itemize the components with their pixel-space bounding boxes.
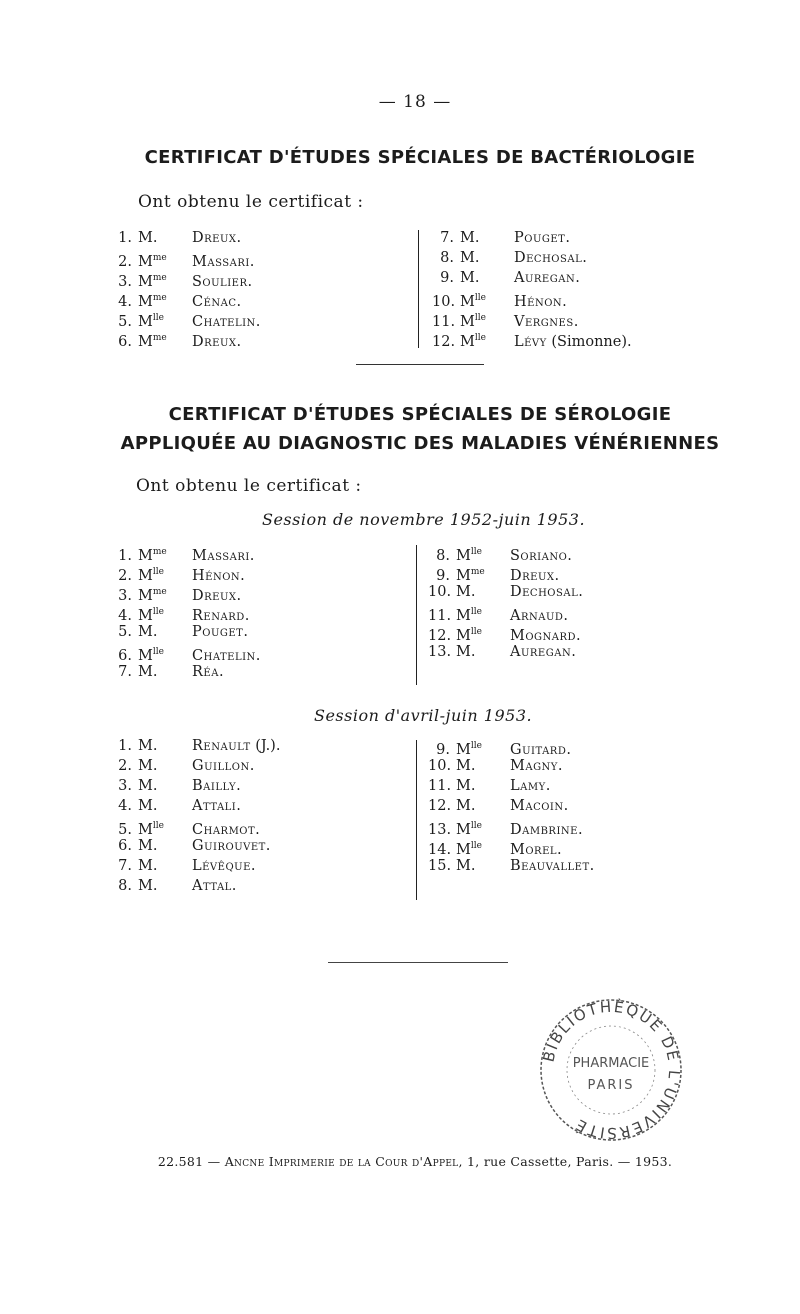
person-name: Dechosal. <box>514 250 588 266</box>
stamp-ring-text: BIBLIOTHÈQUE DE L'UNIVERSITÉ <box>539 997 684 1143</box>
session-label-apr: Session d'avril-juin 1953. <box>314 706 533 725</box>
person-name: Dambrine. <box>510 822 584 838</box>
item-number: 1. <box>118 738 132 754</box>
title-letter: M <box>138 588 153 604</box>
person-name: Guillon. <box>192 758 255 774</box>
item-number: 11. <box>428 778 452 794</box>
item-number: 15. <box>428 858 452 874</box>
list-item <box>428 542 583 562</box>
title-letter: M. <box>138 838 158 854</box>
list-item <box>432 268 632 288</box>
title-letter: M <box>138 608 153 624</box>
person-name: Chatelin. <box>192 314 261 330</box>
list-item <box>428 622 583 642</box>
title-suffix: lle <box>474 293 486 303</box>
title-letter: M <box>138 294 153 310</box>
column-divider <box>418 230 419 348</box>
serology-heading-line2: APPLIQUÉE AU DIAGNOSTIC DES MALADIES VÉNÉRIENNES <box>120 433 720 454</box>
item-number: 8. <box>118 878 132 894</box>
item-number: 2. <box>118 254 132 270</box>
stamp-paris: PARIS <box>587 1078 635 1093</box>
person-name: Guirouvet. <box>192 838 271 854</box>
list-item <box>110 268 261 288</box>
list-item <box>110 308 261 328</box>
title-suffix: lle <box>474 313 486 323</box>
title-letter: M. <box>138 878 158 894</box>
title-letter: M <box>138 648 153 664</box>
column-divider <box>416 740 417 900</box>
title-suffix: lle <box>470 627 482 637</box>
list-item <box>432 288 632 308</box>
title-letter: M <box>138 314 153 330</box>
list-item <box>428 856 595 876</box>
bacteriology-intro: Ont obtenu le certificat : <box>138 192 364 212</box>
item-title <box>450 582 510 602</box>
section-separator <box>356 364 484 365</box>
person-name: Chatelin. <box>192 648 261 664</box>
library-stamp <box>536 995 686 1145</box>
item-title <box>132 796 192 816</box>
item-number: 6. <box>118 648 132 664</box>
footer-printer: Ancne Imprimerie de la Cour d'Appel, <box>224 1154 463 1169</box>
bacteriology-heading: CERTIFICAT D'ÉTUDES SPÉCIALES DE BACTÉRIOLOGIE <box>144 147 696 168</box>
item-number: 12. <box>428 798 452 814</box>
list-item <box>110 582 261 602</box>
item-number: 9. <box>436 568 450 584</box>
title-suffix: lle <box>152 647 164 657</box>
title-letter: M. <box>456 584 476 600</box>
item-title <box>450 756 510 776</box>
person-name: Magny. <box>510 758 564 774</box>
title-suffix: me <box>152 293 167 303</box>
stamp-pharmacie: PHARMACIE <box>572 1056 650 1071</box>
person-name: Bailly. <box>192 778 242 794</box>
title-letter: M. <box>460 250 480 266</box>
title-letter: M <box>456 628 471 644</box>
list-item <box>110 228 261 248</box>
person-name: Hénon. <box>514 294 568 310</box>
item-number: 7. <box>118 664 132 680</box>
person-name: Réa. <box>192 664 225 680</box>
item-number: 3. <box>118 588 132 604</box>
list-item <box>110 248 261 268</box>
list-item <box>110 856 280 876</box>
title-letter: M. <box>460 230 480 246</box>
item-title <box>132 228 192 248</box>
title-letter: M <box>456 568 471 584</box>
list-item <box>432 308 632 328</box>
title-suffix: lle <box>152 313 164 323</box>
person-name: Lévy <box>514 334 547 350</box>
title-suffix: lle <box>470 821 482 831</box>
title-letter: M. <box>456 858 476 874</box>
title-suffix: lle <box>470 547 482 557</box>
person-name: Morel. <box>510 842 563 858</box>
person-name: Guitard. <box>510 742 572 758</box>
list-item <box>432 328 632 348</box>
person-name: Renault <box>192 738 251 754</box>
title-letter: M. <box>138 230 158 246</box>
title-suffix: lle <box>152 567 164 577</box>
list-item <box>428 582 583 602</box>
item-number: 6. <box>118 334 132 350</box>
title-suffix: lle <box>152 607 164 617</box>
person-name: Hénon. <box>192 568 246 584</box>
list-item <box>428 836 595 856</box>
item-number: 8. <box>436 548 450 564</box>
list-item <box>428 756 595 776</box>
session-nov-list-right <box>428 542 583 662</box>
item-number: 2. <box>118 758 132 774</box>
item-number: 9. <box>436 742 450 758</box>
title-suffix: me <box>470 567 485 577</box>
item-number: 8. <box>440 250 454 266</box>
bacteriology-list-right <box>432 228 632 348</box>
person-name: Attali. <box>192 798 242 814</box>
item-title <box>450 776 510 796</box>
item-number: 11. <box>432 314 456 330</box>
item-title <box>450 856 510 876</box>
person-name: Charmot. <box>192 822 261 838</box>
person-name: Attal. <box>192 878 237 894</box>
list-item <box>428 816 595 836</box>
list-item <box>428 562 583 582</box>
item-title <box>132 328 192 352</box>
item-title <box>454 268 514 288</box>
serology-heading-line1: CERTIFICAT D'ÉTUDES SPÉCIALES DE SÉROLOGIE <box>168 404 672 425</box>
title-letter: M. <box>138 798 158 814</box>
title-letter: M <box>460 294 475 310</box>
person-name: Dreux. <box>192 230 242 246</box>
list-item <box>110 876 280 896</box>
item-number: 4. <box>118 294 132 310</box>
person-name: Dechosal. <box>510 584 584 600</box>
person-name: Massari. <box>192 254 255 270</box>
list-item <box>110 736 280 756</box>
item-title <box>132 622 192 642</box>
person-name: Renard. <box>192 608 250 624</box>
title-suffix: lle <box>470 741 482 751</box>
person-name: Auregan. <box>514 270 581 286</box>
item-number: 5. <box>118 314 132 330</box>
title-letter: M. <box>456 798 476 814</box>
person-name: Cénac. <box>192 294 242 310</box>
title-suffix: me <box>152 273 167 283</box>
title-letter: M. <box>460 270 480 286</box>
item-number: 1. <box>118 548 132 564</box>
list-item <box>110 602 261 622</box>
list-item <box>110 796 280 816</box>
item-title <box>132 876 192 896</box>
title-letter: M <box>138 334 153 350</box>
person-name: Pouget. <box>192 624 249 640</box>
item-number: 7. <box>118 858 132 874</box>
serology-intro: Ont obtenu le certificat : <box>136 476 362 496</box>
item-number: 9. <box>440 270 454 286</box>
title-suffix: lle <box>470 841 482 851</box>
title-suffix: lle <box>474 333 486 343</box>
person-name: Soulier. <box>192 274 253 290</box>
item-number: 10. <box>428 584 452 600</box>
footer-address: 1, rue Cassette, Paris. — 1953. <box>462 1154 673 1169</box>
item-number: 11. <box>428 608 452 624</box>
person-name: Arnaud. <box>510 608 569 624</box>
item-number: 4. <box>118 608 132 624</box>
item-title <box>132 736 192 756</box>
list-item <box>110 622 261 642</box>
person-name: Dreux. <box>192 588 242 604</box>
item-number: 10. <box>432 294 456 310</box>
item-title <box>132 662 192 682</box>
list-item <box>110 662 261 682</box>
list-item <box>428 602 583 622</box>
title-letter: M <box>138 548 153 564</box>
item-title <box>454 228 514 248</box>
list-item <box>432 248 632 268</box>
title-letter: M <box>456 742 471 758</box>
title-letter: M. <box>456 758 476 774</box>
printer-footer <box>0 1154 800 1169</box>
list-item <box>110 756 280 776</box>
title-letter: M <box>138 254 153 270</box>
title-suffix: me <box>152 587 167 597</box>
item-title <box>450 796 510 816</box>
person-name: Mognard. <box>510 628 582 644</box>
end-rule <box>328 962 508 963</box>
page-number: — 18 — <box>378 92 452 112</box>
title-letter: M. <box>138 778 158 794</box>
title-letter: M. <box>456 778 476 794</box>
list-item <box>428 736 595 756</box>
title-letter: M <box>456 842 471 858</box>
item-number: 12. <box>428 628 452 644</box>
title-suffix: lle <box>152 821 164 831</box>
person-name: Lévêque. <box>192 858 256 874</box>
session-apr-list-left <box>110 736 280 896</box>
person-name: Dreux. <box>510 568 560 584</box>
item-number: 13. <box>428 822 452 838</box>
item-title <box>450 642 510 662</box>
list-item <box>110 288 261 308</box>
title-letter: M <box>456 548 471 564</box>
list-item <box>110 542 261 562</box>
bacteriology-list-left <box>110 228 261 348</box>
footer-number: 22.581 — <box>157 1154 225 1169</box>
item-title <box>132 836 192 856</box>
list-item <box>110 562 261 582</box>
item-number: 7. <box>440 230 454 246</box>
title-letter: M <box>138 822 153 838</box>
session-apr-list-right <box>428 736 595 876</box>
title-letter: M. <box>138 738 158 754</box>
item-number: 6. <box>118 838 132 854</box>
person-name: Vergnes. <box>514 314 579 330</box>
item-number: 1. <box>118 230 132 246</box>
person-name: Auregan. <box>510 644 577 660</box>
title-suffix: me <box>152 253 167 263</box>
item-number: 2. <box>118 568 132 584</box>
item-title <box>132 756 192 776</box>
name-extra: (Simonne). <box>546 334 632 350</box>
item-number: 3. <box>118 274 132 290</box>
person-name: Lamy. <box>510 778 551 794</box>
item-number: 3. <box>118 778 132 794</box>
title-suffix: lle <box>470 607 482 617</box>
item-title <box>454 328 514 352</box>
item-number: 12. <box>432 334 456 350</box>
list-item <box>110 642 261 662</box>
person-name: Macoin. <box>510 798 569 814</box>
person-name: Soriano. <box>510 548 573 564</box>
title-letter: M. <box>138 664 158 680</box>
title-letter: M. <box>138 624 158 640</box>
item-number: 5. <box>118 822 132 838</box>
list-item <box>110 328 261 348</box>
list-item <box>428 776 595 796</box>
title-letter: M <box>456 608 471 624</box>
item-number: 13. <box>428 644 452 660</box>
column-divider <box>416 545 417 685</box>
person-name: Beauvallet. <box>510 858 595 874</box>
list-item <box>110 776 280 796</box>
item-number: 5. <box>118 624 132 640</box>
title-letter: M <box>456 822 471 838</box>
list-item <box>110 836 280 856</box>
item-title <box>132 776 192 796</box>
list-item <box>432 228 632 248</box>
title-letter: M <box>138 274 153 290</box>
item-title <box>454 248 514 268</box>
title-letter: M <box>460 314 475 330</box>
list-item <box>428 642 583 662</box>
item-number: 4. <box>118 798 132 814</box>
title-letter: M <box>138 568 153 584</box>
title-suffix: me <box>152 547 167 557</box>
list-item <box>110 816 280 836</box>
person-name: Pouget. <box>514 230 571 246</box>
title-suffix: me <box>152 333 167 343</box>
title-letter: M. <box>138 758 158 774</box>
title-letter: M. <box>138 858 158 874</box>
session-label-nov: Session de novembre 1952-juin 1953. <box>262 510 586 529</box>
title-letter: M. <box>456 644 476 660</box>
item-number: 10. <box>428 758 452 774</box>
person-name: Massari. <box>192 548 255 564</box>
person-name: Dreux. <box>192 334 242 350</box>
item-number: 14. <box>428 842 452 858</box>
title-letter: M <box>460 334 475 350</box>
list-item <box>428 796 595 816</box>
item-title <box>132 856 192 876</box>
name-extra: (J.). <box>250 738 281 754</box>
session-nov-list-left <box>110 542 261 682</box>
